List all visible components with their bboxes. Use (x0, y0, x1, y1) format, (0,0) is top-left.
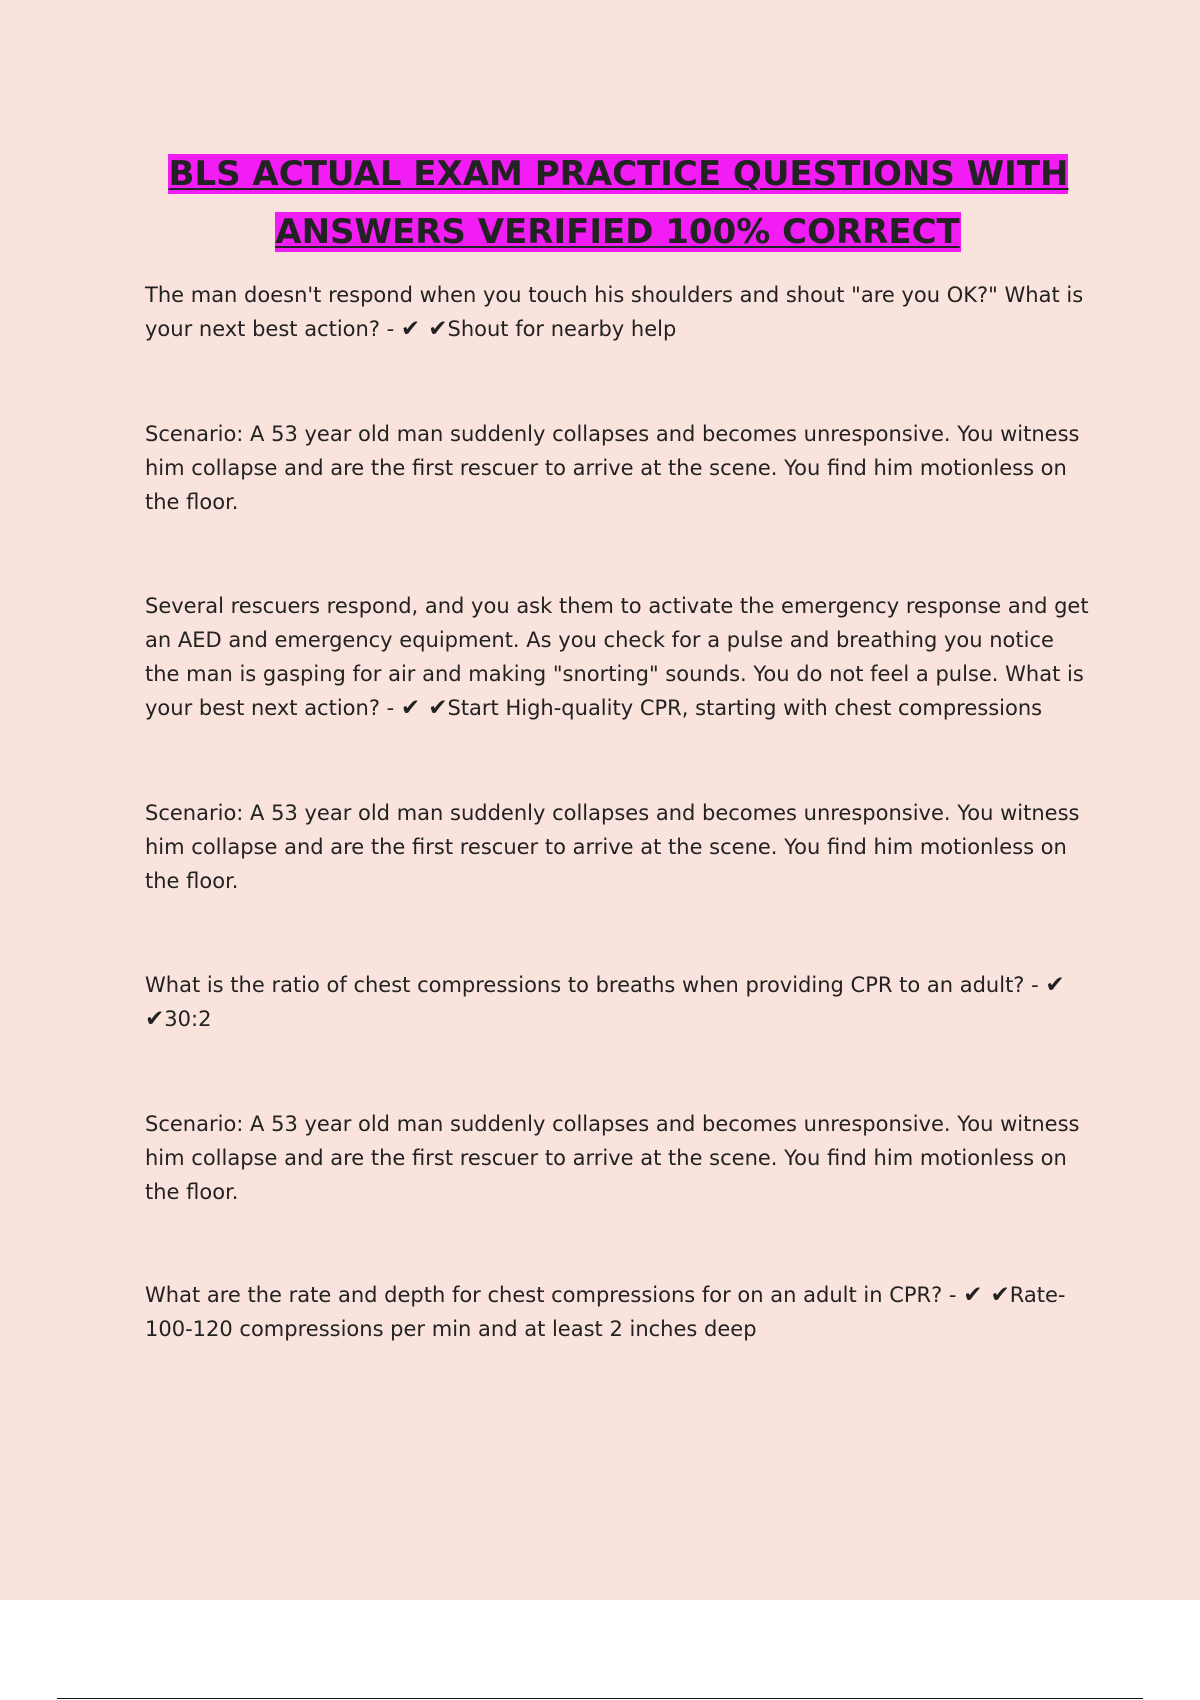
question-paragraph-4: What are the rate and depth for chest compressions for on an adult in CPR? - ✔ ✔Rate- 100-120 compressions per min and at least 2 inches deep (145, 1282, 1066, 1341)
document-title-text: BLS ACTUAL EXAM PRACTICE QUESTIONS WITH ANSWERS VERIFIED 100% CORRECT (168, 154, 1069, 252)
scenario-paragraph-3: Scenario: A 53 year old man suddenly collapses and becomes unresponsive. You witness him collapse and are the first rescuer to arrive at the scene. You find him motionless on the floor. (145, 1112, 1080, 1204)
document-title (145, 145, 1091, 261)
footer-divider (57, 1698, 1143, 1699)
scenario-paragraph-2: Scenario: A 53 year old man suddenly collapses and becomes unresponsive. You witness him collapse and are the first rescuer to arrive at the scene. You find him motionless on the floor. (145, 801, 1080, 893)
double-check-icon: ✔ ✔ (963, 1282, 1010, 1308)
answer-text: Rate- 100-120 compressions per min and at least 2 inches deep (145, 1283, 1066, 1341)
double-check-icon: ✔ ✔ (400, 695, 448, 721)
double-check-icon: ✔ ✔ (400, 316, 448, 342)
question-paragraph-3: What is the ratio of chest compressions to breaths when providing CPR to an adult? - ✔ ✔30:2 (145, 972, 1065, 1032)
answer-text: Shout for nearby help (447, 317, 677, 341)
question-paragraph-2: Several rescuers respond, and you ask them to activate the emergency response and get an AED and emergency equipment. As you check for a pulse and breathing you notice the man is gasping for air and making "snorting" sounds. You do not feel a pulse. What is your best next action? - ✔ ✔Start High-quality CPR, starting with chest compressions (145, 594, 1089, 721)
double-check-icon: ✔ ✔ (145, 972, 1065, 1032)
scenario-paragraph-1: Scenario: A 53 year old man suddenly collapses and becomes unresponsive. You witness him collapse and are the first rescuer to arrive at the scene. You find him motionless on the floor. (145, 422, 1080, 514)
answer-text: Start High-quality CPR, starting with chest compressions (447, 696, 1043, 720)
answer-text: 30:2 (164, 1007, 212, 1031)
question-paragraph-1: The man doesn't respond when you touch his shoulders and shout "are you OK?" What is your next best action? - ✔ ✔Shout for nearby help (145, 283, 1084, 342)
